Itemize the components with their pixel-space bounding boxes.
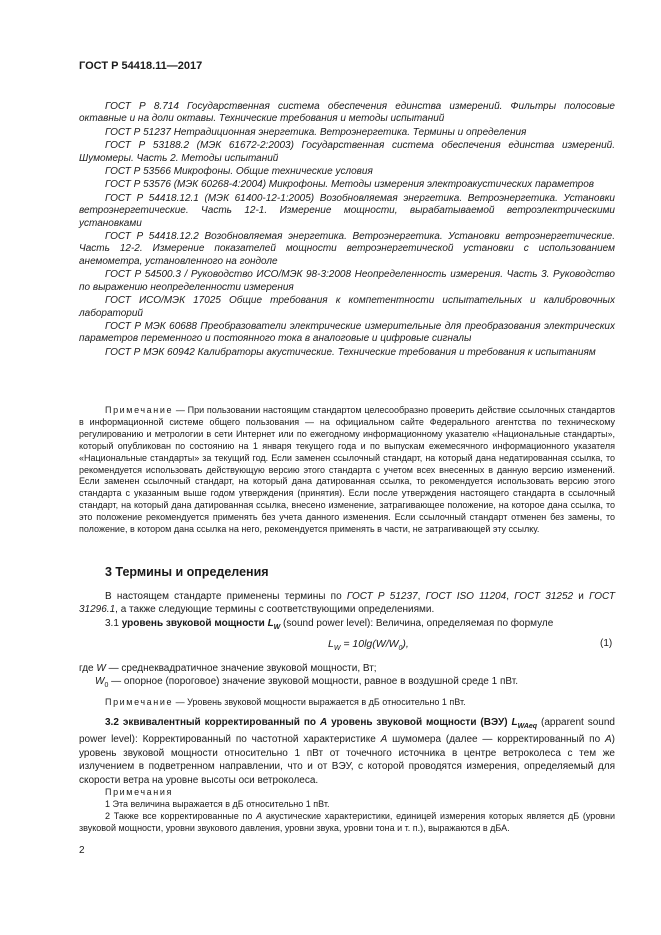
term-3-2 — [79, 716, 615, 787]
ref-link: ГОСТ Р 51237 — [346, 591, 418, 602]
note-3-1 — [79, 696, 615, 709]
note-item — [79, 810, 615, 834]
term-definition: (apparent sound power level): Корректированный по частотной характеристике — [79, 717, 615, 746]
section-title: 3 Термины и определения — [105, 565, 269, 579]
formula-sub: 0 — [398, 645, 403, 653]
formula-lhs-sub: W — [333, 645, 341, 653]
term-symbol: L — [267, 618, 274, 629]
reference-list — [79, 101, 615, 360]
formula-eq: = 10lg(W — [340, 638, 386, 650]
page-header: ГОСТ Р 54418.11—2017 — [79, 60, 203, 72]
where-text: — среднеквадратичное значение звуковой мощности, Вт; — [105, 663, 377, 674]
formula-close: ), — [402, 638, 409, 650]
note-text: акустические характеристики, единицей измерения которых является дБ (уровни звуковой мощности, уровни звукового давления, уровни звука, уровни тона и т. п.), выражаются в дБА. — [79, 811, 616, 833]
term-name: уровень звуковой мощности — [121, 618, 265, 629]
intro-text: , а также следующие термины с соответствующими определениями. — [115, 604, 435, 616]
term-symbol-sub: W — [273, 624, 281, 631]
formula-lhs: L — [328, 638, 334, 650]
reference-item: ГОСТ Р 53566 Микрофоны. Общие технические условия — [105, 166, 373, 178]
note-label: Примечание — [105, 697, 174, 707]
term-head: 3.2 эквивалентный корректированный по — [105, 717, 320, 728]
page-number: 2 — [79, 845, 85, 856]
note-references — [79, 405, 615, 536]
intro-text: В настоящем стандарте применены термины по — [105, 591, 347, 602]
term-head: уровень звуковой мощности (ВЭУ) — [327, 717, 512, 728]
symbol-w0: W — [95, 676, 105, 688]
reference-item: ГОСТ Р 51237 Нетрадиционная энергетика. Ветроэнергетика. Термины и определения — [105, 126, 527, 138]
ref-link: ГОСТ 31252 — [514, 591, 574, 602]
intro-paragraph — [79, 590, 615, 617]
formula-div: /W — [385, 638, 399, 650]
reference-item: ГОСТ Р 53188.2 (МЭК 61672-2:2003) Государственная система обеспечения единства измерений. Шумомеры. Часть 2. Методы испытаний — [79, 140, 615, 164]
note-label: Примечание — [105, 405, 174, 415]
symbol-w0-sub: 0 — [104, 682, 109, 690]
term-definition: шумомера (далее — корректированный по — [387, 734, 605, 746]
reference-item: ГОСТ Р 8.714 Государственная система обеспечения единства измерений. Фильтры полосовые октавные и на доли октавы. Технические требования и методы испытаний — [79, 101, 615, 125]
term-symbol: L — [511, 717, 518, 728]
term-definition: А — [380, 734, 388, 746]
term-definition: А — [604, 734, 612, 746]
term-definition: ) уровень звуковой мощности относительно 1 пВт от точечного источника в центре ветроколеса с тем же излучением в подветренном направлении, что и от ВЭУ, с которой проводятся измерения, определяемый для скорости ветра на уровне высоты оси ветроколеса. — [79, 734, 615, 786]
term-definition: (sound power level): Величина, определяемая по формуле — [280, 618, 554, 629]
notes-3-2 — [79, 786, 615, 834]
separator: , — [417, 591, 426, 602]
reference-item: ГОСТ Р МЭК 60942 Калибраторы акустические. Технические требования и требования к испытаниям — [105, 346, 596, 358]
where-block — [79, 662, 615, 693]
reference-item: ГОСТ Р МЭК 60688 Преобразователи электрические измерительные для преобразования электрических параметров переменного и постоянного тока в аналоговые и цифровые сигналы — [79, 320, 615, 345]
formula — [328, 638, 409, 652]
where-text: — опорное (пороговое) значение звуковой мощности, равное в воздушной среде 1 пВт. — [108, 676, 518, 688]
reference-item: ГОСТ ИСО/МЭК 17025 Общие требования к компетентности испытательных и калибровочных лабораторий — [79, 295, 615, 319]
note-text: 2 Также все корректированные по — [105, 811, 257, 821]
note-item: 1 Эта величина выражается в дБ относительно 1 пВт. — [105, 799, 330, 809]
reference-item: ГОСТ Р 54418.12.1 (МЭК 61400-12-1:2005) Возобновляемая энергетика. Ветроэнергетика. Установки ветроэнергетические. Часть 12-1. Измерение мощности, вырабатываемой ветроэлектрическими установками — [79, 192, 615, 229]
notes-label: Примечания — [105, 787, 173, 797]
reference-item: ГОСТ Р 54500.3 / Руководство ИСО/МЭК 98-3:2008 Неопределенность измерения. Часть 3. Руководство по выражению неопределенности измерения — [79, 269, 615, 293]
note-text: А — [256, 811, 263, 821]
term-number: 3.1 — [105, 618, 119, 629]
term-symbol-sub: WAeq — [517, 723, 538, 730]
where-w — [79, 662, 615, 675]
symbol-w: W — [96, 663, 106, 674]
note-text: — При пользовании настоящим стандартом целесообразно проверить действие ссылочных стандартов в информационной системе общего пользования — на официальном сайте Федерального агентства по техническому регулированию и метрологии в сети Интернет или по ежегодному информационному указателю «Национальные стандарты», который опубликован по состоянию на 1 января текущего года и по выпускам ежемесячного информационного указателя «Национальные стандарты» за текущий год. Если заменен ссылочный стандарт, на который дана недатированная ссылка, то рекомендуется использовать действующую версию этого стандарта с учетом всех внесенных в данную версию изменений. Если заменен ссылочный стандарт, на который дана датированная ссылка, то рекомендуется использовать версию этого стандарта с указанным выше годом утверждения (принятия). Если после утверждения настоящего стандарта в ссылочный стандарт, на который дана датированная ссылка, внесено изменение, затрагивающее положение, на которое дана ссылка, то это положение рекомендуется применять без учета данного изменения. Если ссылочный стандарт отменен без замены, то положение, в котором дана ссылка на него, рекомендуется применять в части, не затрагивающей эту ссылку. — [79, 405, 615, 535]
ref-link: ГОСТ 31296.1 — [79, 591, 615, 616]
separator: , — [506, 591, 515, 602]
ref-link: ГОСТ ISO 11204 — [425, 591, 507, 602]
note-text: — Уровень звуковой мощности выражается в дБ относительно 1 пВт. — [173, 697, 466, 707]
reference-item: ГОСТ Р 53576 (МЭК 60268-4:2004) Микрофоны. Методы измерения электроакустических параметров — [105, 179, 595, 191]
term-head: А — [319, 717, 328, 728]
where-prefix: где — [79, 663, 97, 674]
separator: и — [573, 591, 590, 602]
where-w0 — [79, 675, 615, 692]
formula-number: (1) — [600, 638, 613, 649]
reference-item: ГОСТ Р 54418.12.2 Возобновляемая энергетика. Ветроэнергетика. Установки ветроэнергетические. Часть 12-2. Измерение показателей мощности ветроэнергетической установки с использованием анемометра, установленного на гондоле — [79, 231, 615, 267]
term-3-1 — [79, 617, 615, 634]
